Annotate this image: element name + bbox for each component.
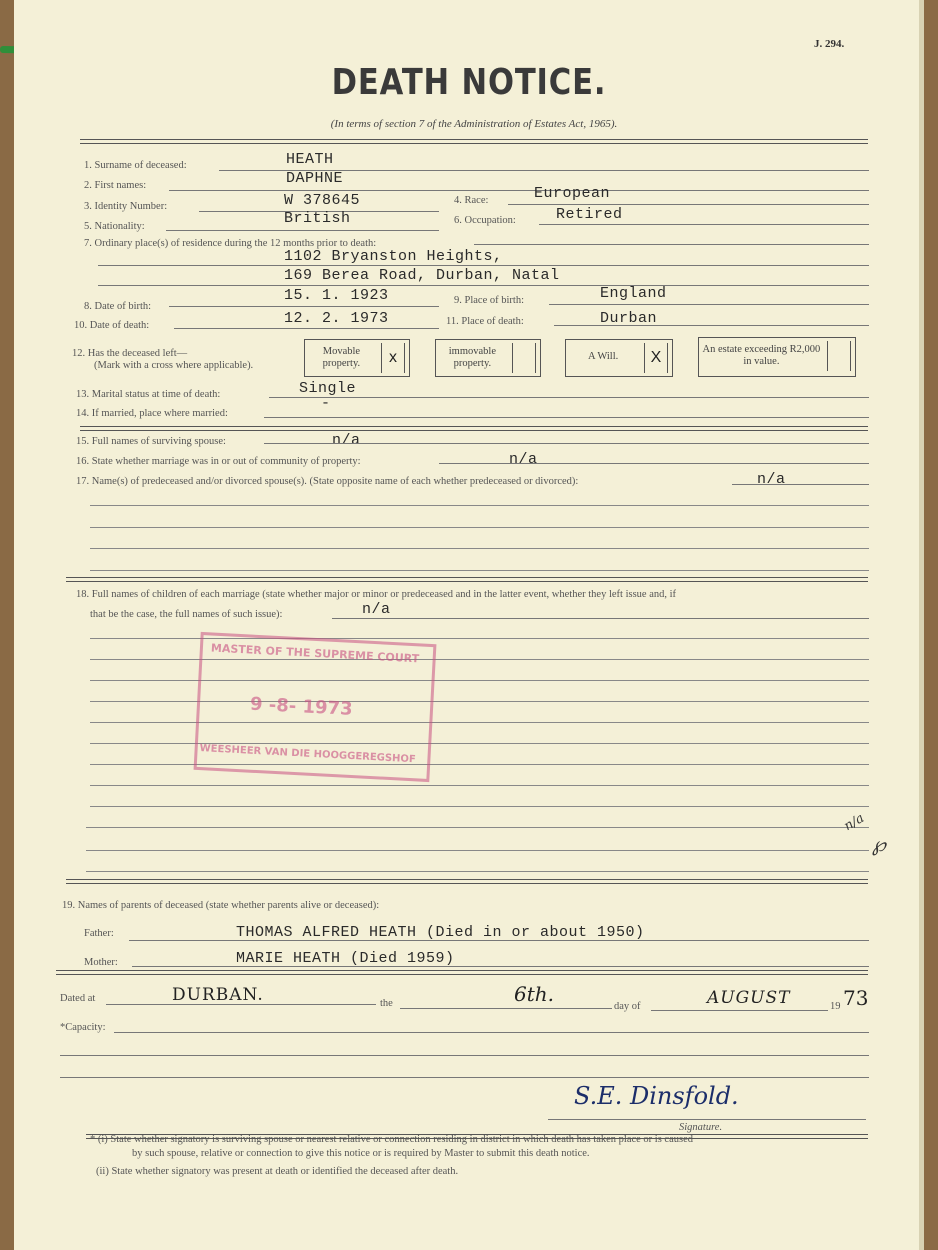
left-sublabel: (Mark with a cross where applicable). bbox=[94, 360, 254, 371]
signature-label: Signature. bbox=[679, 1122, 723, 1133]
dated-at-label: Dated at bbox=[60, 993, 96, 1004]
will-box[interactable] bbox=[565, 339, 673, 377]
mother-value: MARIE HEATH (Died 1959) bbox=[236, 950, 455, 967]
children-label-1: 18. Full names of children of each marriage (state whether major or minor or predeceased and in the latter event, whether they left issue and, if bbox=[76, 589, 677, 600]
estate-box[interactable] bbox=[698, 337, 856, 377]
pod-label: 11. Place of death: bbox=[446, 316, 524, 327]
stamp-date: 9 -8- 1973 bbox=[249, 693, 354, 720]
spouse-label: 15. Full names of surviving spouse: bbox=[76, 436, 226, 447]
signature-value: S.E. Dinsfold. bbox=[574, 1082, 739, 1110]
community-label: 16. State whether marriage was in or out of community of property: bbox=[76, 456, 361, 467]
marital-value: Single bbox=[299, 380, 357, 397]
day-of-label: day of bbox=[614, 1001, 641, 1012]
identity-value: W 378645 bbox=[284, 192, 361, 209]
will-label: A Will. bbox=[587, 351, 619, 362]
residence-line2: 169 Berea Road, Durban, Natal bbox=[284, 267, 560, 284]
stamp-line-2: WEESHEER VAN DIE HOOGGEREGSHOF bbox=[199, 743, 417, 766]
residence-line1: 1102 Bryanston Heights, bbox=[284, 248, 503, 265]
master-stamp bbox=[194, 632, 437, 782]
first-names-value: DAPHNE bbox=[286, 170, 344, 187]
community-value: n/a bbox=[509, 451, 538, 468]
footnote-1a: * (i) State whether signatory is surviving spouse or nearest relative or connection residing in district in which death has taken place or is caused bbox=[90, 1134, 693, 1145]
movable-property-box[interactable] bbox=[304, 339, 410, 377]
left-label: 12. Has the deceased left— bbox=[72, 348, 188, 359]
mother-label: Mother: bbox=[84, 957, 118, 968]
capacity-label: *Capacity: bbox=[60, 1022, 106, 1033]
dated-the-label: the bbox=[380, 998, 393, 1009]
marginal-initials: ℘ bbox=[872, 832, 886, 856]
parents-label: 19. Names of parents of deceased (state whether parents alive or deceased): bbox=[62, 900, 380, 911]
footnote-1b: by such spouse, relative or connection to give this notice or is required by Master to submit this death notice. bbox=[132, 1148, 590, 1159]
occupation-value: Retired bbox=[556, 206, 623, 223]
dated-at-value: DURBAN. bbox=[172, 985, 264, 1005]
month-value: AUGUST bbox=[707, 988, 791, 1008]
children-value: n/a bbox=[362, 601, 391, 618]
spouse-value: n/a bbox=[332, 432, 361, 449]
nationality-value: British bbox=[284, 210, 351, 227]
pob-label: 9. Place of birth: bbox=[454, 295, 524, 306]
residence-label: 7. Ordinary place(s) of residence during the 12 months prior to death: bbox=[84, 238, 377, 249]
race-value: European bbox=[534, 185, 611, 202]
footnote-2: (ii) State whether signatory was present at death or identified the deceased after death. bbox=[96, 1166, 459, 1177]
estate-mark bbox=[827, 341, 851, 371]
father-value: THOMAS ALFRED HEATH (Died in or about 1950) bbox=[236, 924, 645, 941]
married-place-value: - bbox=[321, 395, 331, 412]
identity-label: 3. Identity Number: bbox=[84, 201, 168, 212]
estate-label: An estate exceeding R2,000 in value. bbox=[702, 344, 821, 367]
surname-value: HEATH bbox=[286, 151, 334, 168]
top-divider bbox=[80, 139, 868, 144]
race-label: 4. Race: bbox=[454, 195, 489, 206]
immovable-property-box[interactable] bbox=[435, 339, 541, 377]
year-suffix: 73 bbox=[843, 986, 869, 1010]
immovable-property-mark bbox=[512, 343, 536, 373]
movable-property-label: Movable property. bbox=[322, 346, 361, 369]
pod-value: Durban bbox=[600, 310, 658, 327]
dod-value: 12. 2. 1973 bbox=[284, 310, 389, 327]
occupation-label: 6. Occupation: bbox=[454, 215, 516, 226]
nationality-label: 5. Nationality: bbox=[84, 221, 145, 232]
predeceased-value: n/a bbox=[757, 471, 786, 488]
dob-value: 15. 1. 1923 bbox=[284, 287, 389, 304]
predeceased-label: 17. Name(s) of predeceased and/or divorced spouse(s). (State opposite name of each whether predeceased or divorced): bbox=[76, 476, 579, 487]
dob-label: 8. Date of birth: bbox=[84, 301, 152, 312]
form-code: J. 294. bbox=[814, 38, 845, 50]
children-label-2: that be the case, the full names of such issue): bbox=[90, 609, 283, 620]
marital-label: 13. Marital status at time of death: bbox=[76, 389, 221, 400]
first-names-label: 2. First names: bbox=[84, 180, 147, 191]
death-notice-document bbox=[14, 0, 924, 1250]
surname-label: 1. Surname of deceased: bbox=[84, 160, 187, 171]
married-place-label: 14. If married, place where married: bbox=[76, 408, 228, 419]
movable-property-mark: x bbox=[381, 343, 405, 373]
day-value: 6th. bbox=[514, 982, 554, 1006]
marginal-note: n/a bbox=[841, 810, 867, 835]
page-subtitle: (In terms of section 7 of the Administration of Estates Act, 1965). bbox=[330, 118, 618, 130]
page-title: DEATH NOTICE. bbox=[331, 62, 607, 103]
stamp-line-1: MASTER OF THE SUPREME COURT bbox=[210, 641, 420, 666]
pob-value: England bbox=[600, 285, 667, 302]
immovable-property-label: immovable property. bbox=[448, 346, 497, 369]
dod-label: 10. Date of death: bbox=[74, 320, 150, 331]
page-edge bbox=[919, 0, 924, 1250]
will-mark: X bbox=[644, 343, 668, 373]
year-prefix: 19 bbox=[830, 1001, 841, 1012]
father-label: Father: bbox=[84, 928, 114, 939]
